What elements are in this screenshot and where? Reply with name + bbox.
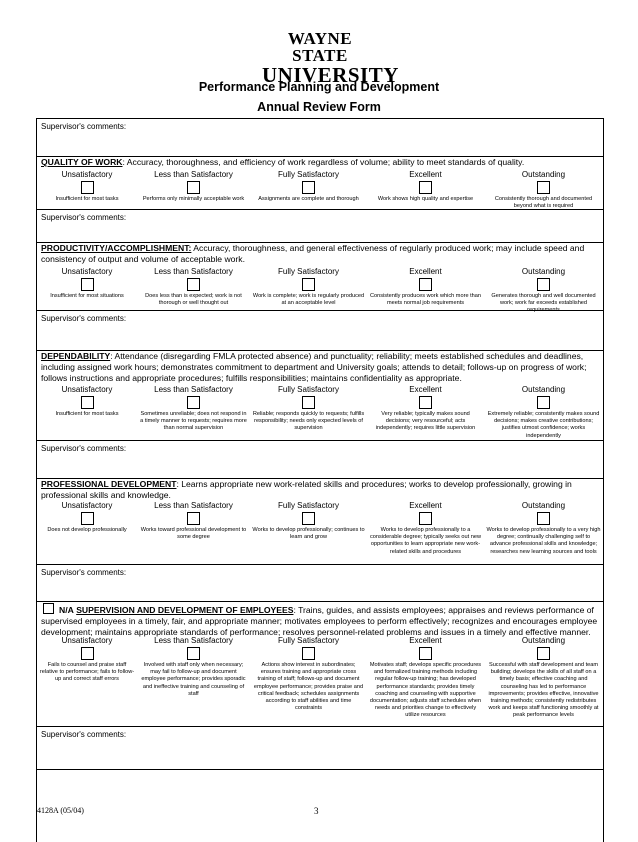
section-name: SUPERVISION AND DEVELOPMENT OF EMPLOYEES xyxy=(76,605,294,615)
rating-checkbox[interactable] xyxy=(81,396,94,409)
section-productivity-header xyxy=(37,242,603,266)
rating-checkbox[interactable] xyxy=(81,181,94,194)
rating-description: Works to develop professionally to a very high degree; continually challenging self to advance professional skills and knowledge; researches new learning sources and tools xyxy=(486,527,601,555)
rating-description: Work is complete; work is regularly produced at an acceptable level xyxy=(252,293,365,307)
rating-checkbox[interactable] xyxy=(302,181,315,194)
supervisor-comments-dependability[interactable] xyxy=(37,440,603,478)
rating-label: Fully Satisfactory xyxy=(278,501,339,510)
rating-description: Does not develop professionally xyxy=(47,527,127,533)
rating-description: Actions show interest in subordinates; ensures training and appropriate cross training of staff; follows-up and document employee performance; provides praise and critical feedback; schedules assignments according to staff abilities and time constraints xyxy=(253,662,364,712)
rating-label: Unsatisfactory xyxy=(61,267,113,276)
rating-label: Unsatisfactory xyxy=(61,636,113,645)
rating-label: Unsatisfactory xyxy=(61,385,113,394)
comment-label: Supervisor's comments: xyxy=(41,314,127,323)
section-text: Attendance (disregarding FMLA protected absence) and punctuality; reliability; meets established schedules and deadlines, including assigned work hours; demonstrates commitment to department and University goals; attends to detail; follows-up on progress of work; follows instructions and appropriate procedures; fulfills responsibilities; maintains confidentiality as appropriate. xyxy=(41,351,587,383)
rating-label: Unsatisfactory xyxy=(61,170,113,179)
comment-label: Supervisor's comments: xyxy=(41,213,127,222)
rating-checkbox[interactable] xyxy=(302,647,315,660)
rating-checkbox[interactable] xyxy=(81,278,94,291)
rating-description: Motivates staff; develops specific procedures and formalized training methods including regular follow-up training; has developed performance standards; provides timely coaching and counseling with supportive documentation; adjusts staff schedules when needs and priorities change to effectively utilize resources xyxy=(369,662,482,719)
section-quality-header: QUALITY OF WORK: Accuracy, thoroughness, and efficiency of work regardless of volume; ability to meet standards of quality. xyxy=(37,156,603,169)
section-name: PRODUCTIVITY/ACCOMPLISHMENT: xyxy=(41,243,192,253)
rating-checkbox[interactable] xyxy=(81,512,94,525)
university-logo xyxy=(262,29,399,87)
section-quality-ratings xyxy=(37,169,603,209)
rating-label: Less than Satisfactory xyxy=(154,636,233,645)
section-professional-header: PROFESSIONAL DEVELOPMENT: Learns appropriate new work-related skills and procedures; works to develop professionally, growing in professional skills and knowledge. xyxy=(37,478,603,501)
supervisor-comments-top[interactable] xyxy=(37,118,603,156)
rating-checkbox[interactable] xyxy=(537,396,550,409)
rating-description: Works to develop professionally to a considerable degree; typically seeks out new opportunities to learn appropriate new work-related skills and procedures xyxy=(369,527,481,555)
rating-label: Excellent xyxy=(409,385,442,394)
supervisor-comments-quality[interactable] xyxy=(37,209,603,242)
rating-checkbox[interactable] xyxy=(187,512,200,525)
section-name: DEPENDABILITY xyxy=(41,351,111,361)
supervisor-comments-supervision[interactable] xyxy=(37,726,603,770)
comment-label: Supervisor's comments: xyxy=(41,568,127,577)
section-dependability-header: DEPENDABILITY: Attendance (disregarding FMLA protected absence) and punctuality; reliability; meets established schedules and deadlines, including assigned work hours; demonstrates commitment to department and University goals; attends to detail; follows-up on progress of work; follows instructions and appropriate procedures; fulfills responsibilities; maintains confidentiality as appropriate. xyxy=(37,350,603,385)
rating-description: Very reliable; typically makes sound decisions; very resourceful; acts independently; requires little supervision xyxy=(375,411,476,432)
page-number: 3 xyxy=(314,806,319,816)
rating-checkbox[interactable] xyxy=(419,512,432,525)
section-name: QUALITY OF WORK xyxy=(41,157,123,167)
rating-checkbox[interactable] xyxy=(187,396,200,409)
rating-label: Outstanding xyxy=(521,636,566,645)
rating-checkbox[interactable] xyxy=(419,396,432,409)
rating-description: Insufficient for most tasks xyxy=(55,411,119,417)
rating-checkbox[interactable] xyxy=(419,647,432,660)
section-supervision-ratings xyxy=(37,635,603,726)
rating-description: Extremely reliable; consistently makes sound decisions; makes creative contributions; justifies utmost confidence; works independently xyxy=(487,411,600,439)
rating-description: Insufficient for most tasks xyxy=(55,196,119,202)
rating-checkbox[interactable] xyxy=(302,278,315,291)
rating-description: Sometimes unreliable; does not respond in a timely manner to requests; requires more than normal supervision xyxy=(140,411,247,432)
rating-checkbox[interactable] xyxy=(419,181,432,194)
comment-label: Supervisor's comments: xyxy=(41,444,127,453)
rating-label: Less than Satisfactory xyxy=(154,170,233,179)
review-form xyxy=(36,118,604,842)
rating-label: Less than Satisfactory xyxy=(154,267,233,276)
rating-description: Performs only minimally acceptable work xyxy=(142,196,245,202)
rating-description: Consistently produces work which more than meets normal job requirements xyxy=(370,293,481,307)
rating-description: Reliable; responds quickly to requests; fulfills responsibility; needs only expected levels of supervision xyxy=(252,411,365,432)
supervisor-comments-professional[interactable] xyxy=(37,564,603,601)
rating-description: Involved with staff only when necessary; may fail to follow-up and document employee performance; provides sporadic and ineffective training and counseling of staff xyxy=(141,662,246,697)
rating-label: Excellent xyxy=(409,267,442,276)
rating-label: Fully Satisfactory xyxy=(278,170,339,179)
rating-description: Consistently thorough and documented beyond what is required xyxy=(494,196,593,210)
rating-description: Fails to counsel and praise staff relative to performance; fails to follow-up and correct staff errors xyxy=(39,662,135,683)
rating-description: Assignments are complete and thorough xyxy=(258,196,359,202)
rating-checkbox[interactable] xyxy=(302,396,315,409)
section-dependability-ratings xyxy=(37,384,603,440)
page-subtitle: Annual Review Form xyxy=(257,100,381,114)
rating-checkbox[interactable] xyxy=(537,181,550,194)
section-text: Accuracy, thoroughness, and efficiency of work regardless of volume; ability to meet standards of quality. xyxy=(124,157,525,167)
rating-checkbox[interactable] xyxy=(187,647,200,660)
form-id: 4128A (05/04) xyxy=(37,806,84,815)
section-productivity-ratings xyxy=(37,266,603,314)
section-supervision-header: N/A SUPERVISION AND DEVELOPMENT OF EMPLOYEES: Trains, guides, and assists employees; appraises and reviews performance of supervised employees in a timely, fair, and appropriate manner; motivates employees to perform effectively; recognizes and encourages employee development; maintains appropriate standards of performance; resolves personnel-related problems and issues in a timely and effective manner. xyxy=(37,601,603,636)
rating-label: Fully Satisfactory xyxy=(278,636,339,645)
page-title: Performance Planning and Development xyxy=(198,80,440,94)
comment-label: Supervisor's comments: xyxy=(41,122,127,131)
logo-line-2: UNIVERSITY xyxy=(262,63,399,87)
rating-label: Outstanding xyxy=(521,501,566,510)
rating-checkbox[interactable] xyxy=(302,512,315,525)
rating-label: Outstanding xyxy=(521,385,566,394)
rating-label: Excellent xyxy=(409,170,442,179)
section-professional-ratings xyxy=(37,500,603,564)
rating-label: Excellent xyxy=(409,501,442,510)
rating-label: Outstanding xyxy=(521,170,566,179)
rating-label: Fully Satisfactory xyxy=(278,267,339,276)
rating-label: Excellent xyxy=(409,636,442,645)
rating-description: Works to develop professionally; continues to learn and grow xyxy=(252,527,365,541)
rating-label: Unsatisfactory xyxy=(61,501,113,510)
section-text: Accuracy, thoroughness, and general effectiveness of regularly produced work; may include speed and consistency of output and volume of acceptable work. xyxy=(41,243,585,264)
rating-checkbox[interactable] xyxy=(419,278,432,291)
rating-checkbox[interactable] xyxy=(537,278,550,291)
rating-description: Works toward professional development to some degree xyxy=(140,527,247,541)
section-text: Learns appropriate new work-related skills and procedures; works to develop professionally, growing in professional skills and knowledge. xyxy=(41,479,572,500)
rating-label: Less than Satisfactory xyxy=(154,501,233,510)
rating-description: Insufficient for most situations xyxy=(50,293,124,299)
rating-description: Work shows high quality and expertise xyxy=(377,196,474,202)
rating-description: Does less than is expected; work is not thorough or well thought out xyxy=(145,293,242,307)
na-label: N/A xyxy=(59,605,74,615)
rating-label: Less than Satisfactory xyxy=(154,385,233,394)
logo-line-1: WAYNE STATE xyxy=(287,29,353,65)
comment-label: Supervisor's comments: xyxy=(41,730,127,739)
rating-label: Fully Satisfactory xyxy=(278,385,339,394)
supervisor-comments-productivity[interactable] xyxy=(37,310,603,350)
rating-checkbox[interactable] xyxy=(81,647,94,660)
rating-label: Outstanding xyxy=(521,267,566,276)
rating-checkbox[interactable] xyxy=(187,181,200,194)
rating-checkbox[interactable] xyxy=(537,647,550,660)
rating-description: Successful with staff development and team building; develops the skills of all staff on a timely basis; effective coaching and counseling has led to performance improvements; provides effective, innovative training methods; consistently redistributes work and keeps staff functioning smoothly at peak performance levels xyxy=(488,662,599,719)
section-name: PROFESSIONAL DEVELOPMENT xyxy=(41,479,177,489)
rating-checkbox[interactable] xyxy=(187,278,200,291)
section-text: Trains, guides, and assists employees; appraises and reviews performance of supervised employees in a timely, fair, and appropriate manner; motivates employees to perform effectively; recognizes and encourages employee development; maintains appropriate standards of performance; resolves personnel-related problems and issues in a timely and effective manner. xyxy=(41,605,598,637)
rating-checkbox[interactable] xyxy=(537,512,550,525)
na-checkbox[interactable] xyxy=(43,603,54,614)
rating-description: Generates thorough and well documented work; work far exceeds established requirements xyxy=(491,293,596,314)
